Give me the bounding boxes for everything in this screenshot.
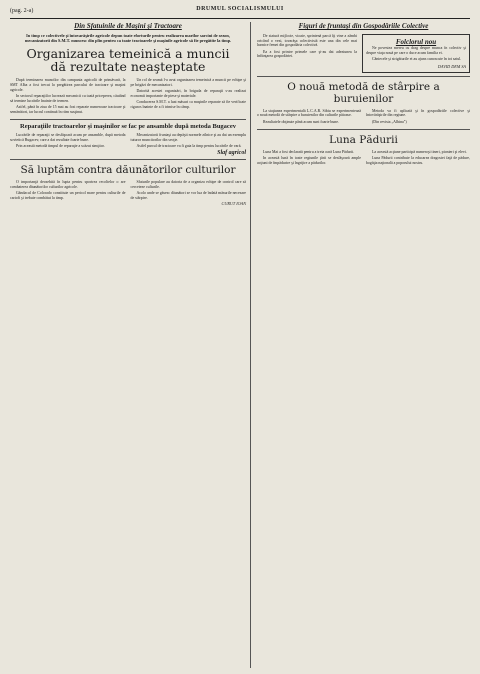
paragraph: Cântecele şi strigăturile ei au ajuns cunoscute în tot satul. [372,56,462,61]
article-title [10,47,246,73]
paragraph: Un rol de seamă l-a avut organizarea temeinică a muncii pe echipe şi pe brigăzi de mecanizatori. [130,78,246,88]
paragraph: Datorită acestei organizări, în brigada de reparaţii s-au realizat economii importante de piese şi materiale. [130,89,246,99]
paragraph: Ea a fost printre primele care şi-au dat adeziunea la înfiinţarea gospodăriei. [257,49,357,59]
source-note: (Din revista „Albina") [372,119,407,124]
article-title: O nouă metodă de stârpire a buruienilor [287,80,440,105]
author-signature: Slaf agricol [217,149,246,156]
running-header [10,6,470,19]
right-section [250,22,470,668]
paragraph: Mecanizatorii fruntaşi au depăşit normele zilnice şi au dat un exemplu tuturor muncitorilor din secţie. [130,132,246,142]
paragraph: Lucrările de reparaţii se desfăşoară acum pe ansamble, după metoda sovietică Bugacev, care a dat rezultate foarte bune. [10,132,126,142]
newspaper-title: DRUMUL SOCIALISMULUI [196,6,284,12]
divider [257,76,470,77]
paragraph: Prin această metodă timpul de reparaţie a scăzut simţitor. [16,143,105,148]
author-signature: DAVID DEM SA [437,63,466,69]
divider [257,129,470,130]
subheading: Reparaţiile tractoarelor şi maşinilor se fac pe ansamble după metoda Bugacev [20,122,236,130]
article-body [10,78,246,115]
section-kicker: Figuri de fruntaşi din Gospodăriile Colective [298,22,429,30]
article-title-line1: Organizarea temeinică a muncii [26,46,230,62]
left-section [10,22,246,668]
divider [10,119,246,120]
paragraph: După terminarea muncilor din campania agricolă de primăvară, la SMT Alba a fost trecut la pregătirea parcului de tractoare şi maşini agricole. [10,78,126,92]
lead-paragraph: In timp ce colectivele şi întovarăşirile agricole depun toate eforturile pentru realizarea marilor sarcini de sezon, mecanizatorii din S.M.T. muncesc din plin pentru ca toate tractoarele şi maşinile agricole să fie pregătite la timp. [24,33,232,44]
article-title: Să luptăm contra dăunătorilor culturilor [20,163,236,176]
paragraph: Astfel, până în ziua de 15 mai au fost reparate numeroase tractoare şi semănători, iar lucrul continuă în ritm susţinut. [10,104,126,114]
paragraph: Gândacul de Colorado constituie un pericol mare pentru culturile de cartofi şi trebuie combătut la timp. [10,190,126,200]
paragraph: Conducerea S.M.T. a luat măsuri ca maşinile reparate să fie verificate riguros înainte de a fi trimise în câmp. [130,100,246,109]
article-body [257,34,470,73]
paragraph: O importanţă deosebită în lupta pentru sporirea recoltelor o are combaterea dăunătorilor culturilor agricole. [10,179,126,189]
paragraph: Luna Pădurii contribuie la educarea dragostei faţă de pădure, bogăţia naţională a poporului nostru. [366,155,470,165]
article-title-line2: dă rezultate neaşteptate [50,59,206,75]
paragraph: La staţiunea experimentală L.C.A.R. Sibiu se experimentează o nouă metodă de stârpire a buruienilor din culturile păioase. [257,108,361,118]
article-body [257,109,470,126]
author-signature: CURUT IOAN [221,201,246,207]
box-title: Folclorul nou [395,38,437,46]
divider [10,159,246,160]
paragraph: Sfaturile populare au datoria de a organiza echipe de control care să cerceteze culturile. [130,179,246,189]
paragraph: La această acţiune participă numeroşi tineri, pionieri şi elevi. [372,149,467,154]
page-number: (pag. 2-a) [10,8,34,14]
paragraph: Astfel parcul de tractoare va fi gata la timp pentru lucrările de vară. [136,143,242,148]
paragraph: In această lună în toate regiunile ţării se desfăşoară ample acţiuni de împădurire şi îngrijire a pădurilor. [257,155,361,165]
paragraph: Luna Mai a fost declarată pentru a treia oară Luna Pădurii. [263,149,355,154]
paragraph: De statură mijlocie, vioaie, sprintenă parcă îţi vine a zâmbi oricând o vezi, tovarăşa colectivistă este una din cele mai harnice femei din gospodăria colectivă. [257,34,357,48]
article-body [10,133,246,150]
paragraph: Rezultatele obţinute până acum sunt foarte bune. [263,119,339,124]
paragraph: Ne povestea mereu cu drag despre munca în colectiv şi despre viaţa nouă pe care o duce acum familia ei. [366,46,466,55]
paragraph: Metoda va fi aplicată şi în gospodăriile colective şi întovărăşirile din regiune. [366,108,470,118]
section-kicker: Din Sfatuinile de Maşini şi Tractoare [74,22,182,30]
article-body [257,150,470,167]
paragraph: In sectorul reparaţiilor lucrează mecanicii cu toată priceperea, căutând să termine lucrările înainte de termen. [10,94,126,103]
folklore-box [362,34,470,73]
article-title: Luna Pădurii [329,133,398,146]
article-body [10,180,246,207]
paragraph: Acolo unde se găsesc dăunători se vor lua de îndată măsurile necesare de stârpire. [130,190,246,200]
